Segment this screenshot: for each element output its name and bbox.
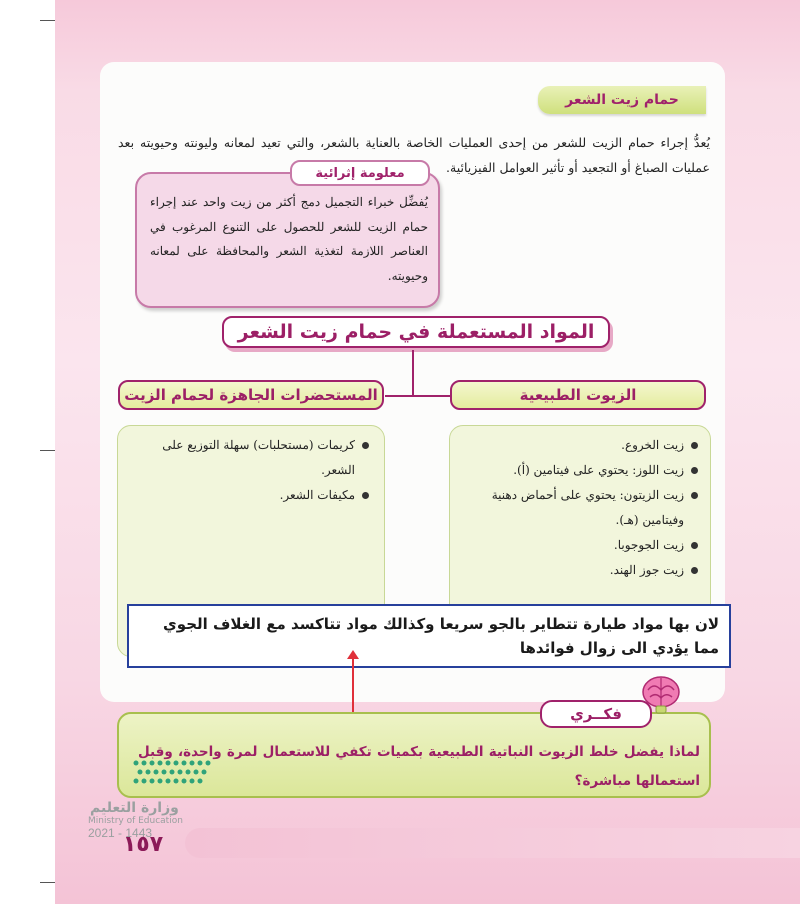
think-label: فكــري: [540, 700, 652, 728]
arrow-up-icon: [347, 650, 359, 659]
list-item: كريمات (مستحلبات) سهلة التوزيع على الشعر.: [135, 433, 371, 483]
page-number: ١٥٧: [122, 831, 164, 857]
section-title: حمام زيت الشعر: [538, 86, 706, 114]
natural-oils-title: الزيوت الطبيعية: [450, 380, 706, 410]
ministry-name-ar: وزارة التعليم: [90, 800, 179, 816]
student-answer-box[interactable]: لان بها مواد طيارة تتطاير بالجو سريعا وكذالك مواد تتاكسد مع الغلاف الجوي مما يؤدي الى زوال فوائدها: [127, 604, 731, 668]
ready-products-list: [135, 433, 371, 508]
ministry-logo-icon: [128, 755, 214, 791]
enrichment-label: معلومة إثرائية: [290, 160, 430, 186]
connector-line: [412, 350, 414, 396]
list-item: زيت اللوز: يحتوي على فيتامين (أ).: [470, 458, 700, 483]
think-question: لماذا يفضل خلط الزيوت النباتية الطبيعية بكميات تكفي للاستعمال لمرة واحدة، وقبل استعمالها مباشرة؟: [138, 744, 700, 789]
edition-year: 2021 - 1443: [88, 826, 153, 840]
enrichment-text: يُفضِّل خبراء التجميل دمج أكثر من زيت واحد عند إجراء حمام الزيت للشعر للحصول على التنوع المرغوب في العناصر اللازمة لتغذية الشعر والمحافظة على لمعانه وحيويته.: [150, 195, 428, 283]
list-item: زيت الخروع.: [470, 433, 700, 458]
ready-products-title: المستحضرات الجاهزة لحمام الزيت: [118, 380, 384, 410]
footer-bar: [185, 828, 800, 858]
natural-oils-list: [470, 433, 700, 583]
list-item: مكيفات الشعر.: [135, 483, 371, 508]
list-item: زيت جوز الهند.: [470, 558, 700, 583]
intro-paragraph: يُعدُّ إجراء حمام الزيت للشعر من إحدى العمليات الخاصة بالعناية بالشعر، والتي تعيد لمعانه وليونته وحيويته بعد عمليات الصباغ أو التجعيد أو تأثير العوامل الفيزيائية.: [118, 135, 710, 175]
ministry-name-en: Ministry of Education: [88, 816, 183, 826]
brain-icon: [638, 672, 684, 718]
list-item: زيت الزيتون: يحتوي على أحماض دهنية وفيتامين (هـ).: [470, 483, 700, 533]
materials-header: المواد المستعملة في حمام زيت الشعر: [222, 316, 610, 348]
list-item: زيت الجوجوبا.: [470, 533, 700, 558]
connector-line: [385, 395, 450, 397]
